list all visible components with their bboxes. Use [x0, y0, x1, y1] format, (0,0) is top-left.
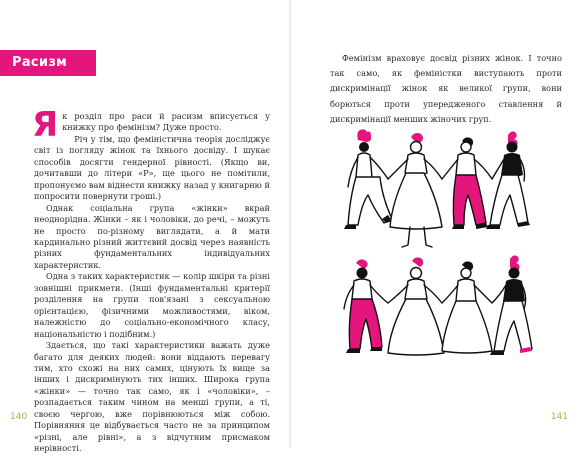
paragraph-4: Одна з таких характеристик — колір шкіри та різні зовнішні прикмети. (Інші фундаментальні критерії розділення на групи пов'язані з сексуальною орієнтацією, фізичними можливостями, віком, належністю до соціально-економічного класу, національністю і подібним.)	[34, 271, 270, 339]
paragraph-5: Здається, що такі характеристики важать дуже багато для деяких людей: вони віддають перевагу тим, хто схожі на них самих, цінують їх вище за інших і дискримінують тих інших. Широка група «жінки» — точно так само, як і «чоловіки», – розпадається таким чином на менші групи, а ті, своєю чергою, вже порівнюються між собою. Порівняння це відбувається часто не за принципом «різні, але рівні», а з відчутним присмаком нерівності.	[34, 340, 270, 454]
women-holding-hands-illustration	[338, 125, 538, 375]
right-text	[330, 51, 562, 127]
page-number-left: 140	[10, 412, 28, 422]
dropcap: Я	[32, 105, 59, 145]
page-number-right: 141	[550, 412, 568, 422]
right-paragraph: Фемінізм враховує досвід різних жінок. І точно так само, як феміністки виступають проти дискримінації жінок як великої групи, вони борються проти упередженого ставлення й дискримінації менших жіночих груп.	[330, 53, 562, 124]
paragraph-2: Річ у тім, що феміністична теорія досліджує світ із погляду жінок та їхнього досвіду. І шукає способів досягти гендерної рівності. (Якщо ви, дочитавши до літери «Р», ще цього не помітили, пропонуємо вам віднести книжку назад у книгарню й попросити повернути гроші.)	[34, 133, 270, 202]
figure-top-4	[486, 131, 530, 229]
figure-bottom-4	[490, 255, 532, 355]
figure-bottom-1	[344, 259, 388, 353]
figure-bottom-2	[388, 257, 444, 355]
paragraph-1: Як розділ про раси й расизм вписується у книжку про фемінізм? Дуже просто.	[32, 105, 270, 145]
figure-top-2	[388, 133, 442, 247]
figure-top-1	[344, 129, 392, 229]
left-page	[0, 0, 290, 454]
paragraph-3: Однак соціальна група «жінки» вкрай неоднорідна. Жінки – як і чоловіки, до речі, – можуть не просто по-різному виглядати, а й мати кардинально різний життєвий досвід через наявність різних фундаментальних індивідуальних характеристик.	[34, 202, 270, 270]
figure-bottom-3	[442, 261, 492, 353]
figure-top-3	[442, 137, 492, 229]
right-page	[290, 0, 580, 448]
chapter-title: Расизм	[0, 50, 96, 76]
body-text	[32, 105, 270, 455]
